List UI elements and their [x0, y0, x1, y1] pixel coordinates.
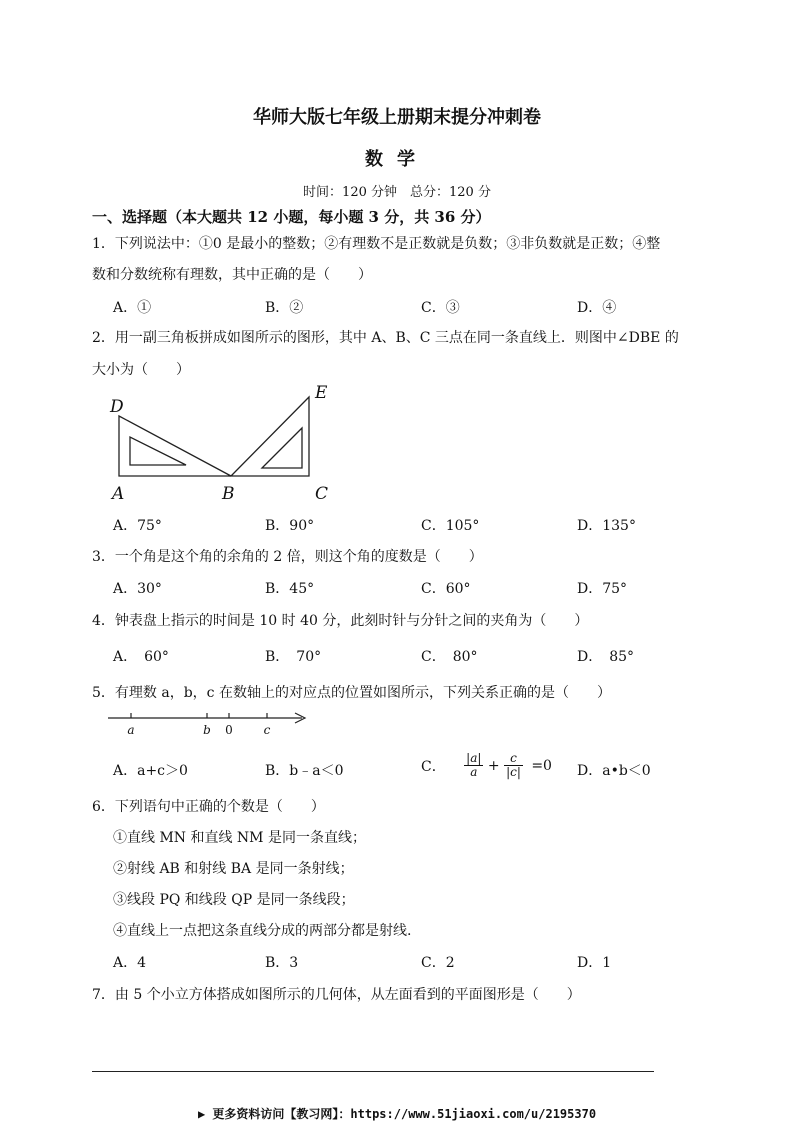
question-6-option-d[interactable]: D．1 [577, 955, 612, 971]
question-5-option-b[interactable]: B．b﹣a＜0 [265, 763, 344, 779]
question-6-statement-1: ①直线 MN 和直线 NM 是同一条直线； [113, 830, 366, 846]
axis-label-a: a [127, 723, 135, 737]
label-c: C [315, 484, 329, 504]
question-6-option-b[interactable]: B．3 [265, 955, 299, 971]
question-6-option-a[interactable]: A．4 [113, 955, 147, 971]
right-triangle-inner [262, 428, 302, 468]
left-triangle-inner [130, 437, 186, 465]
question-6-statement-4: ④直线上一点把这条直线分成的两部分都是射线. [113, 923, 412, 939]
footer-divider [92, 1071, 654, 1072]
number-line-figure [106, 706, 316, 740]
left-triangle-outer [119, 416, 231, 476]
question-5-line-1: 5．有理数 a，b，c 在数轴上的对应点的位置如图所示，下列关系正确的是（ ） [92, 685, 611, 701]
footer [0, 1105, 794, 1122]
question-1-option-d[interactable]: D．④ [577, 300, 617, 316]
question-6-option-c[interactable]: C．2 [421, 955, 455, 971]
plus-sign: + [487, 757, 500, 774]
question-3-option-b[interactable]: B．45° [265, 581, 315, 597]
option-c-prefix: C． [421, 758, 446, 775]
question-5-option-a[interactable]: A．a+c＞0 [113, 763, 188, 779]
fraction-2-denominator: |c| [506, 765, 521, 779]
footer-link[interactable]: 更多资料访问【教习网】：https://www.51jiaoxi.com/u/2195370 [212, 1107, 597, 1121]
label-e: E [315, 383, 328, 403]
fraction-1-numerator: |a| [466, 751, 482, 765]
label-b: B [222, 484, 235, 504]
section-heading: 一、选择题（本大题共 12 小题，每小题 3 分，共 36 分） [92, 208, 491, 226]
fraction-c-over-abs-c [504, 752, 523, 779]
question-5-option-d[interactable]: D．a•b＜0 [577, 763, 651, 779]
equals-zero: =0 [531, 757, 552, 774]
question-2-line-1: 2．用一副三角板拼成如图所示的图形，其中 A、B、C 三点在同一条直线上．则图中∠DBE 的 [92, 330, 679, 346]
question-3-option-a[interactable]: A．30° [113, 581, 162, 597]
question-1-line-2: 数和分数统称有理数，其中正确的是（ ） [92, 267, 372, 283]
question-6-statement-2: ②射线 AB 和射线 BA 是同一条射线； [113, 861, 354, 877]
question-2-option-b[interactable]: B．90° [265, 518, 315, 534]
question-4-option-b[interactable]: B． 70° [265, 649, 322, 665]
subject-heading: 数学 [365, 149, 429, 170]
question-3-line-1: 3．一个角是这个角的余角的 2 倍，则这个角的度数是（ ） [92, 549, 483, 565]
question-2-line-2: 大小为（ ） [92, 362, 190, 378]
axis-label-b: b [203, 723, 211, 737]
question-4-option-c[interactable]: C． 80° [421, 649, 478, 665]
question-7-line-1: 7．由 5 个小立方体搭成如图所示的几何体，从左面看到的平面图形是（ ） [92, 987, 581, 1003]
question-2-option-c[interactable]: C．105° [421, 518, 480, 534]
question-1-option-b[interactable]: B．② [265, 300, 304, 316]
question-6-statement-3: ③线段 PQ 和线段 QP 是同一条线段； [113, 892, 355, 908]
triangle-set-figure [100, 380, 340, 510]
fraction-abs-a-over-a [464, 752, 483, 779]
question-3-option-d[interactable]: D．75° [577, 581, 628, 597]
question-4-line-1: 4．钟表盘上指示的时间是 10 时 40 分，此刻时针与分针之间的夹角为（ ） [92, 613, 589, 629]
flag-icon: ▶ [197, 1107, 206, 1121]
question-4-option-a[interactable]: A． 60° [113, 649, 169, 665]
question-6-line-1: 6．下列语句中正确的个数是（ ） [92, 799, 325, 815]
axis-label-c: c [263, 723, 271, 737]
fraction-2-numerator: c [504, 752, 523, 766]
fraction-1-denominator: a [470, 765, 478, 779]
label-d: D [110, 397, 124, 417]
question-3-option-c[interactable]: C．60° [421, 581, 471, 597]
right-triangle-outer [231, 397, 309, 476]
exam-meta: 时间：120 分钟 总分：120 分 [303, 185, 491, 200]
question-4-option-d[interactable]: D． 85° [577, 649, 635, 665]
question-2-option-a[interactable]: A．75° [113, 518, 162, 534]
axis-label-zero: 0 [225, 723, 233, 737]
question-5-option-c[interactable] [421, 752, 552, 779]
question-1-line-1: 1．下列说法中：①0 是最小的整数；②有理数不是正数就是负数；③非负数就是正数；④整 [92, 236, 661, 252]
exam-title: 华师大版七年级上册期末提分冲刺卷 [253, 107, 541, 128]
question-1-option-a[interactable]: A．① [113, 300, 152, 316]
question-1-option-c[interactable]: C．③ [421, 300, 460, 316]
label-a: A [112, 484, 125, 504]
question-2-option-d[interactable]: D．135° [577, 518, 636, 534]
